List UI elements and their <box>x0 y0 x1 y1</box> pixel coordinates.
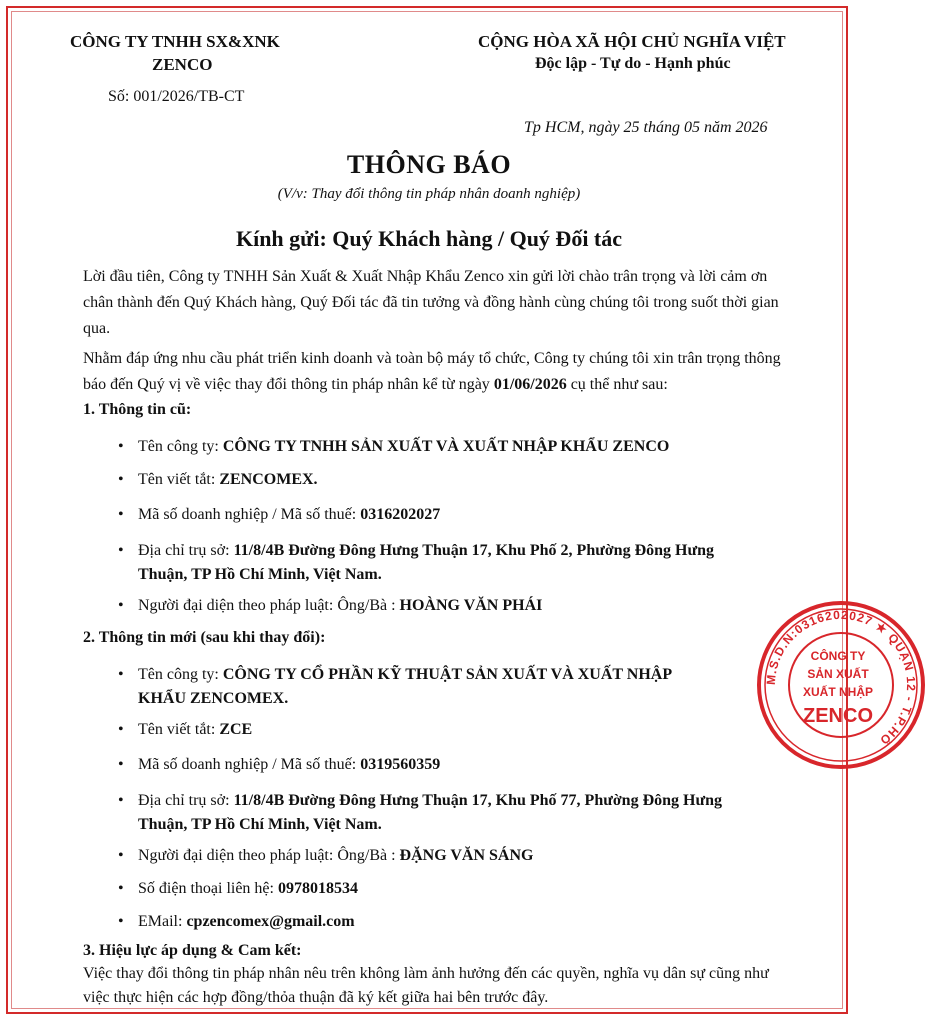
republic-heading: CỘNG HÒA XÃ HỘI CHỦ NGHĨA VIỆT <box>478 32 786 51</box>
seal-line-3: XUẤT NHẬP <box>802 685 874 699</box>
section-new-heading: 2. Thông tin mới (sau khi thay đổi): <box>83 629 326 646</box>
seal-line-4: ZENCO <box>803 705 873 727</box>
effective-date: 01/06/2026 <box>493 376 567 393</box>
national-motto: Độc lập - Tự do - Hạnh phúc <box>535 55 731 72</box>
effect-paragraph: Việc thay đổi thông tin pháp nhân nêu trên không làm ảnh hưởng đến các quyền, nghĩa vụ dân sự cũng như việc thực hiện các hợp đồng/thỏa thuận đã ký kết giữa hai bên trước đây. <box>83 965 769 1006</box>
seal-line-1: CÔNG TY <box>810 649 866 663</box>
issue-date: Tp HCM, ngày 25 tháng 05 năm 2026 <box>524 119 768 136</box>
document-number: Số: 001/2026/TB-CT <box>108 88 245 105</box>
seal-line-2: SẢN XUẤT <box>807 667 869 681</box>
document-subtitle: (V/v: Thay đổi thông tin pháp nhân doanh nghiệp) <box>277 186 581 202</box>
document-title: THÔNG BÁO <box>346 150 512 179</box>
greeting: Kính gửi: Quý Khách hàng / Quý Đối tác <box>235 226 623 251</box>
section-effect-heading: 3. Hiệu lực áp dụng & Cam kết: <box>83 942 302 959</box>
seal-ring-text: M.S.D.N:0316202027 ★ QUẬN 12 - T.P.HỒ <box>763 607 919 748</box>
company-name-line1: CÔNG TY TNHH SX&XNK <box>70 32 280 51</box>
company-name-line2: ZENCO <box>152 55 213 74</box>
intro-paragraph-1: Lời đầu tiên, Công ty TNHH Sản Xuất & Xuất Nhập Khẩu Zenco xin gửi lời chào trân trọng và lời cảm ơn chân thành đến Quý Khách hàng, Quý Đối tác đã tin tưởng và đồng hành cùng chúng tôi trong suốt thời gian qua. <box>83 268 779 337</box>
section-old-heading: 1. Thông tin cũ: <box>83 401 192 418</box>
intro-paragraph-2: Nhằm đáp ứng nhu cầu phát triển kinh doanh và toàn bộ máy tổ chức, Công ty chúng tôi xin trân trọng thông báo đến Quý vị về việc thay đổi thông tin pháp nhân kể từ ngày 01/06/2026 cụ thể như sau: <box>83 350 781 393</box>
